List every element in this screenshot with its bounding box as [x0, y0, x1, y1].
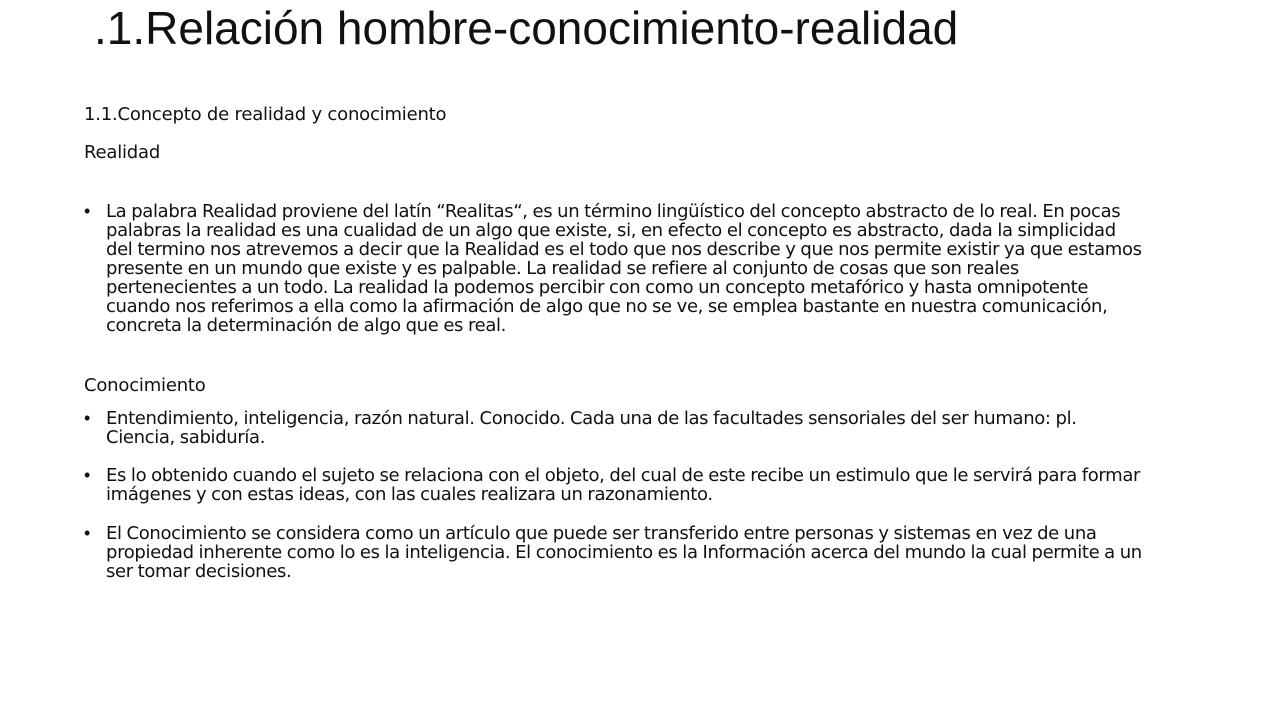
bullet-icon: • — [84, 523, 90, 543]
slide-title: .1.Relación hombre-conocimiento-realidad — [94, 2, 959, 54]
list-item — [84, 202, 1144, 335]
list-item — [84, 409, 1144, 447]
section-subtitle: 1.1.Concepto de realidad y conocimiento — [84, 104, 447, 125]
section-heading-realidad: Realidad — [84, 142, 161, 163]
list-item — [84, 524, 1144, 581]
bullet-text: La palabra Realidad proviene del latín “Realitas“, es un término lingüístico del concepto abstracto de lo real. En pocas palabras la realidad es una cualidad de un algo que existe, si, en efecto el concepto es abstracto, dada la simplicidad del termino nos atrevemos a decir que la Realidad es el todo que nos describe y que nos permite existir ya que estamos presente en un mundo que existe y es palpable. La realidad se refiere al conjunto de cosas que son reales pertenecientes a un todo. La realidad la podemos percibir con como un concepto metafórico y hasta omnipotente cuando nos referimos a ella como la afirmación de algo que no se ve, se emplea bastante en nuestra comunicación, concreta la determinación de algo que es real. — [106, 201, 1142, 336]
bullet-icon: • — [84, 465, 90, 485]
bullet-icon: • — [84, 408, 90, 428]
section-heading-conocimiento: Conocimiento — [84, 375, 206, 396]
bullet-text: Es lo obtenido cuando el sujeto se relaciona con el objeto, del cual de este recibe un estimulo que le servirá para formar imágenes y con estas ideas, con las cuales realizara un razonamiento. — [106, 465, 1141, 505]
bullet-list-realidad — [84, 202, 1144, 335]
bullet-icon: • — [84, 201, 90, 221]
bullet-text: El Conocimiento se considera como un artículo que puede ser transferido entre personas y sistemas en vez de una propiedad inherente como lo es la inteligencia. El conocimiento es la Información acerca del mundo la cual permite a un ser tomar decisiones. — [106, 523, 1142, 582]
slide-body — [84, 104, 1144, 581]
bullet-text: Entendimiento, inteligencia, razón natural. Conocido. Cada una de las facultades sensoriales del ser humano: pl. Ciencia, sabiduría. — [106, 408, 1077, 448]
bullet-list-conocimiento — [84, 409, 1144, 581]
list-item — [84, 466, 1144, 504]
